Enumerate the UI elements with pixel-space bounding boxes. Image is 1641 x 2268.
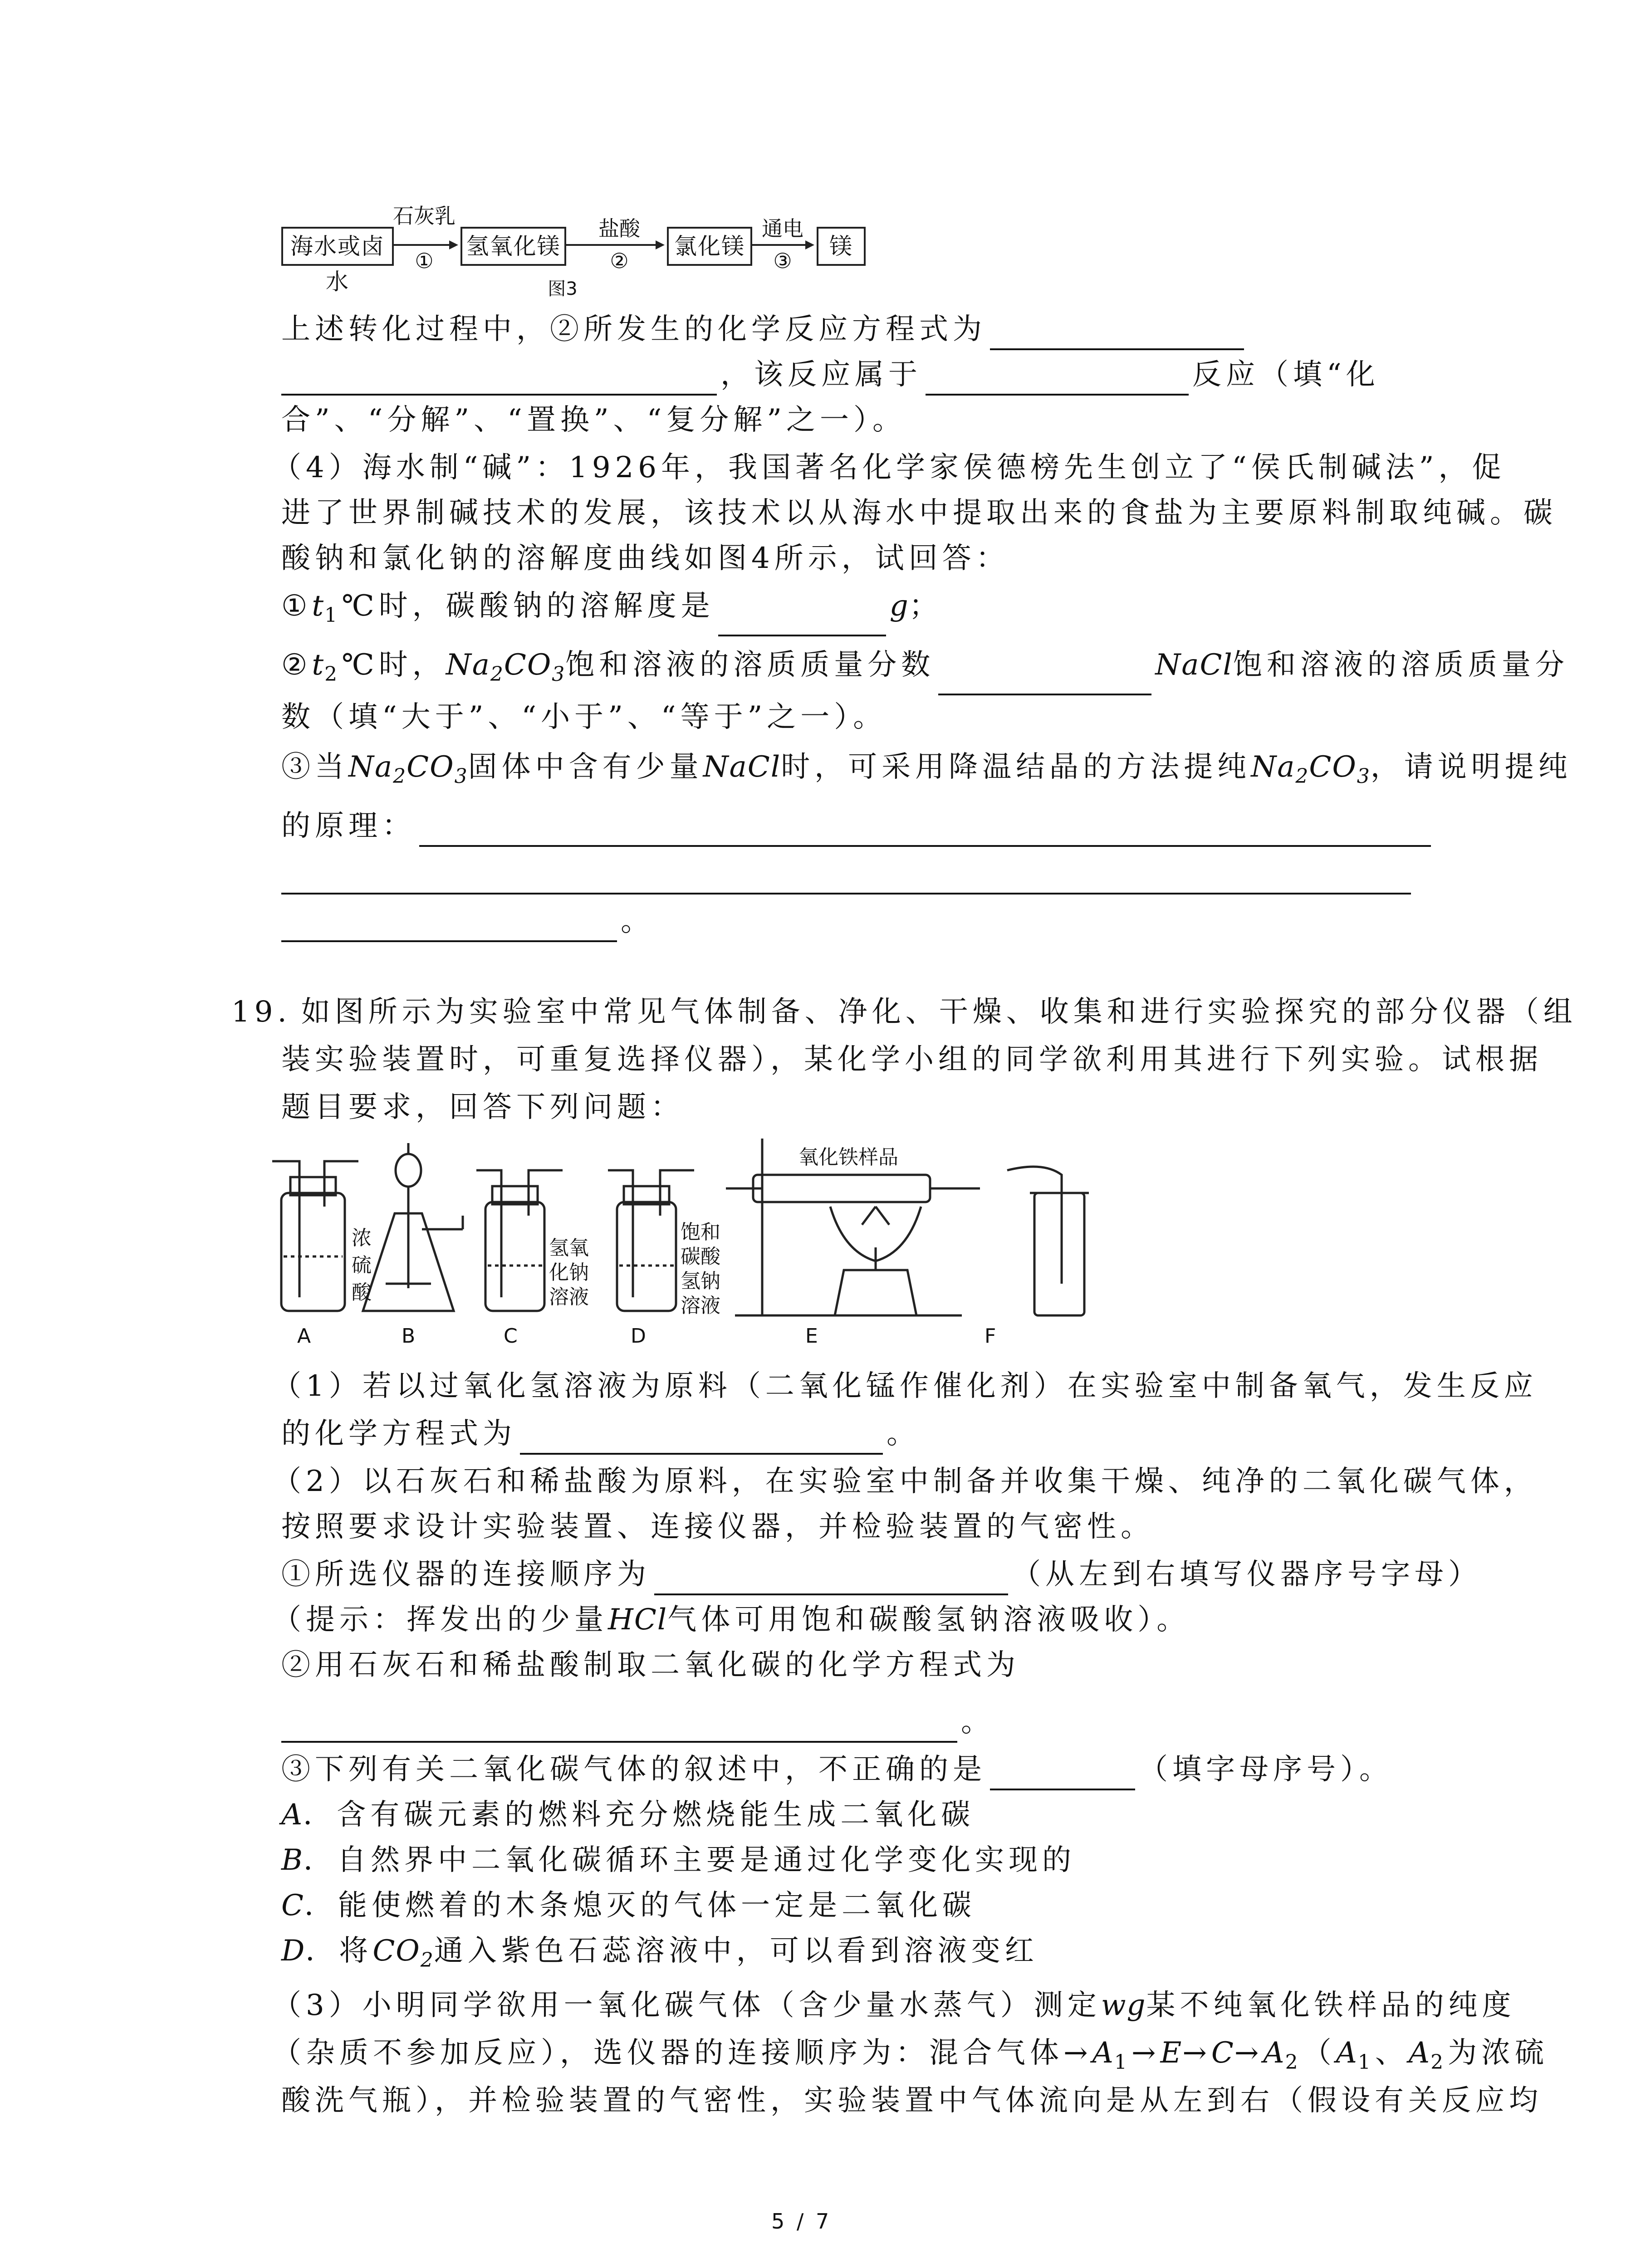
q18-sub-2: $②t_2℃$时，$Na_2CO_3$饱和溶液的溶质质量分数 NaCl饱和溶液的溶质质量分 bbox=[281, 644, 1569, 695]
flow-arrows bbox=[0, 0, 1641, 318]
apparatus-b bbox=[363, 1143, 463, 1311]
q18-line-1: 上述转化过程中，②所发生的化学反应方程式为 bbox=[281, 308, 1248, 350]
q19-option-d[interactable]: D．将$CO_2$通入紫色石蕊溶液中，可以看到溶液变红 bbox=[281, 1934, 1038, 1972]
answer-blank[interactable] bbox=[281, 861, 1411, 894]
q18-p4-line-2: 进了世界制碱技术的发展，该技术以从海水中提取出来的食盐为主要原料制取纯碱。碳 bbox=[281, 496, 1557, 530]
apparatus-e-label: 氧化铁样品 bbox=[798, 1146, 898, 1169]
flow-arrow-2-bottom: ② bbox=[610, 249, 629, 273]
apparatus-letter-d: D bbox=[631, 1325, 646, 1348]
q19-p3-line-3: 酸洗气瓶），并检验装置的气密性，实验装置中气体流向是从左到右（假设有关反应均 bbox=[281, 2084, 1543, 2117]
q18-sub-3-principle: 的原理： bbox=[281, 805, 1435, 847]
flow-box-seawater: 海水或卤水 bbox=[281, 227, 394, 266]
q18-sub-3-line-2 bbox=[281, 853, 1415, 894]
q19-option-a[interactable]: A．含有碳元素的燃料充分燃烧能生成二氧化碳 bbox=[281, 1798, 975, 1832]
q19-sub-1-hint: （提示：挥发出的少量HCl气体可用饱和碳酸氢钠溶液吸收）。 bbox=[272, 1603, 1190, 1637]
q19-p3-line-2: （杂质不参加反应），选仪器的连接顺序为：混合气体$\to A_1\to E\to C\to A_2(A_1$、$A_2$为浓硫 bbox=[272, 2036, 1549, 2074]
answer-blank[interactable] bbox=[281, 1709, 957, 1743]
flow-arrow-1-top: 石灰乳 bbox=[393, 204, 456, 228]
q18-p4-line-3: 酸钠和氯化钠的溶解度曲线如图4所示，试回答： bbox=[281, 542, 1009, 575]
apparatus-letter-c: C bbox=[504, 1325, 518, 1348]
flow-arrow-3-bottom: ③ bbox=[773, 249, 792, 273]
answer-blank[interactable] bbox=[926, 362, 1189, 396]
apparatus-letter-f: F bbox=[985, 1325, 996, 1348]
apparatus-letter-e: E bbox=[805, 1325, 818, 1348]
apparatus-letter-a: A bbox=[297, 1325, 311, 1348]
q18-sub-1: $①t_1℃$时，碳酸钠的溶解度是 g； bbox=[281, 585, 943, 636]
apparatus-a bbox=[272, 1161, 358, 1311]
q19-p2-line-1: （2）以石灰石和稀盐酸为原料，在实验室中制备并收集干燥、纯净的二氧化碳气体， bbox=[272, 1465, 1538, 1498]
apparatus-letter-b: B bbox=[402, 1325, 416, 1348]
flow-arrow-1-bottom: ① bbox=[415, 249, 434, 273]
q19-sub-2-answer: 。 bbox=[281, 1701, 994, 1743]
flow-arrow-2-top: 盐酸 bbox=[598, 216, 640, 241]
q19-option-c[interactable]: C．能使燃着的木条熄灭的气体一定是二氧化碳 bbox=[281, 1889, 976, 1922]
answer-blank[interactable] bbox=[281, 909, 617, 942]
flow-arrow-3-top: 通电 bbox=[762, 216, 803, 241]
q19-sub-1: ①所选仪器的连接顺序为 （从左到右填写仪器序号字母） bbox=[281, 1554, 1482, 1595]
q19-sub-2: ②用石灰石和稀盐酸制取二氧化碳的化学方程式为 bbox=[281, 1648, 1020, 1682]
q19-p3-line-1: （3）小明同学欲用一氧化碳气体（含少量水蒸气）测定wg某不纯氧化铁样品的纯度 bbox=[272, 1989, 1516, 2022]
answer-blank[interactable] bbox=[419, 813, 1431, 847]
q19-intro-line-1: 19. 如图所示为实验室中常见气体制备、净化、干燥、收集和进行实验探究的部分仪器（组 bbox=[231, 995, 1577, 1029]
page-number: 5 / 7 bbox=[771, 2209, 832, 2234]
flow-box-mg: 镁 bbox=[817, 227, 866, 266]
answer-blank[interactable] bbox=[281, 362, 717, 396]
answer-blank[interactable] bbox=[990, 317, 1244, 350]
q18-sub-3-line-3: 。 bbox=[281, 900, 654, 942]
apparatus-d-label: 饱和 碳酸 氢钠 溶液 bbox=[681, 1221, 720, 1317]
answer-blank[interactable] bbox=[520, 1421, 883, 1455]
q18-line-2: ，该反应属于 反应（填“化 bbox=[281, 354, 1380, 396]
answer-blank[interactable] bbox=[990, 1757, 1135, 1790]
q18-sub-3: ③当$Na_2CO_3$固体中含有少量NaCl时，可采用降温结晶的方法提纯$Na_2CO_3$，请说明提纯 bbox=[281, 750, 1572, 788]
q19-p2-line-2: 按照要求设计实验装置、连接仪器，并检验装置的气密性。 bbox=[281, 1510, 1154, 1544]
answer-blank[interactable] bbox=[718, 603, 886, 636]
flow-box-mgcl2: 氯化镁 bbox=[667, 227, 752, 266]
flow-box-mgoh2: 氢氧化镁 bbox=[460, 227, 566, 266]
apparatus-f bbox=[1007, 1167, 1089, 1315]
q19-p1-line-2: 的化学方程式为 。 bbox=[281, 1413, 920, 1455]
q19-p1-line-1: （1）若以过氧化氢溶液为原料（二氧化锰作催化剂）在实验室中制备氧气，发生反应 bbox=[272, 1369, 1538, 1403]
q19-intro-line-3: 题目要求，回答下列问题： bbox=[281, 1090, 684, 1124]
answer-blank[interactable] bbox=[654, 1562, 1008, 1595]
q18-sub-2-cont: 数（填“大于”、“小于”、“等于”之一）。 bbox=[281, 700, 887, 734]
q19-intro-line-2: 装实验装置时，可重复选择仪器），某化学小组的同学欲利用其进行下列实验。试根据 bbox=[281, 1043, 1543, 1076]
apparatus-a-label: 浓 硫 酸 bbox=[352, 1227, 372, 1304]
apparatus-c-label: 氢氧 化钠 溶液 bbox=[549, 1237, 589, 1309]
q18-line-3: 合”、“分解”、“置换”、“复分解”之一）。 bbox=[281, 403, 906, 437]
q19-sub-3: ③下列有关二氧化碳气体的叙述中，不正确的是 （填字母序号）。 bbox=[281, 1749, 1393, 1790]
answer-blank[interactable] bbox=[938, 662, 1151, 695]
flow-caption: 图3 bbox=[548, 279, 578, 299]
q19-option-b[interactable]: B．自然界中二氧化碳循环主要是通过化学变化实现的 bbox=[281, 1843, 1076, 1877]
q18-p4-line-1: （4）海水制“碱”：1926年，我国著名化学家侯德榜先生创立了“侯氏制碱法”，促 bbox=[272, 451, 1506, 484]
